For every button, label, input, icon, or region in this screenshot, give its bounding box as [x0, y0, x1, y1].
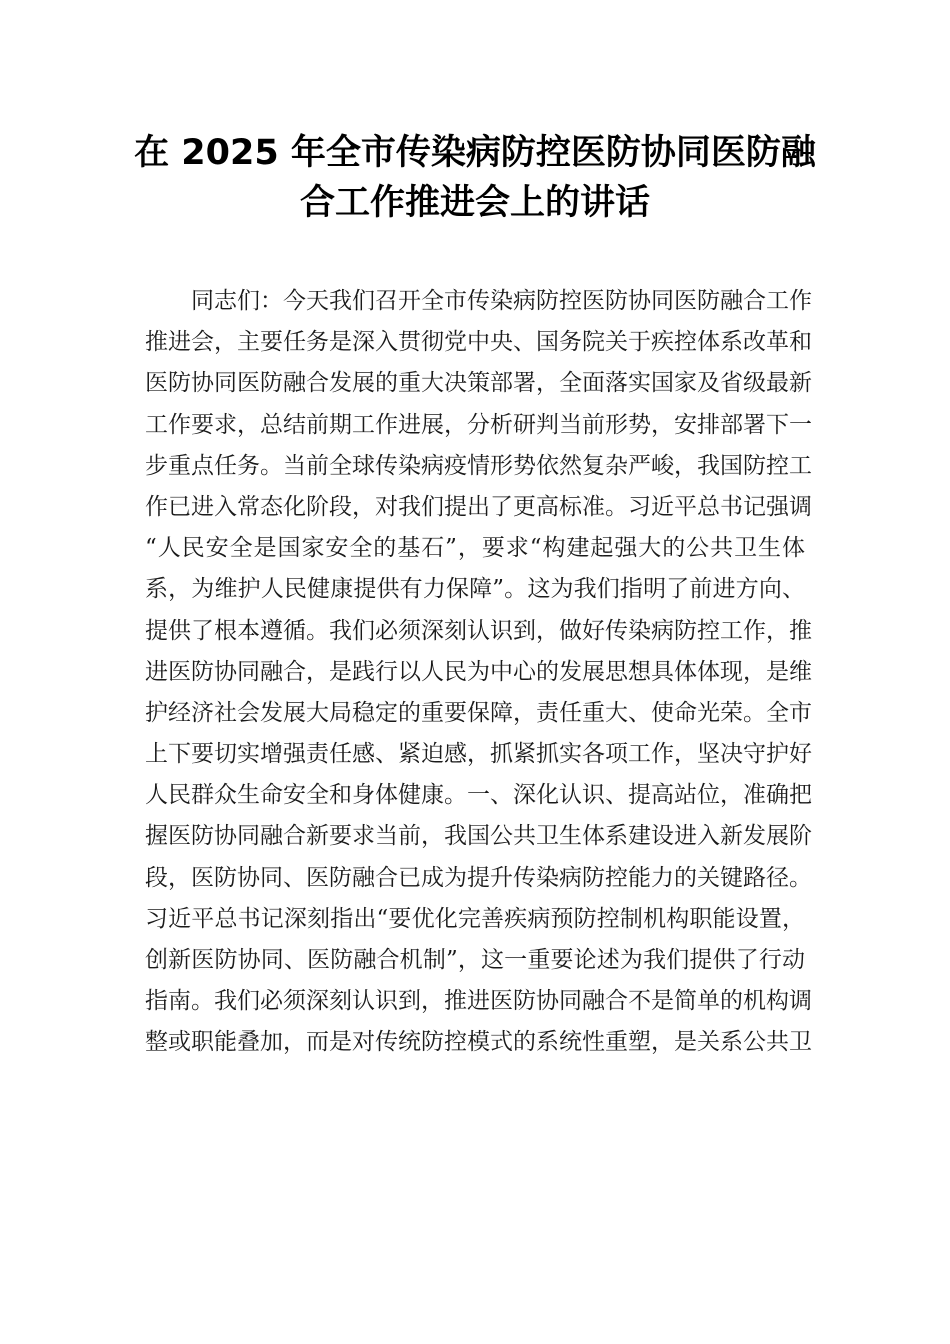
- body-line: 握医防协同融合新要求当前，我国公共卫生体系建设进入新发展阶: [145, 823, 812, 850]
- document-title: [100, 128, 850, 228]
- document-body: [145, 281, 812, 1064]
- body-line: 创新医防协同、医防融合机制”，这一重要论述为我们提供了行动: [145, 947, 805, 973]
- title-line-1: 在 2025 年全市传染病防控医防协同医防融: [134, 133, 816, 173]
- body-line: 步重点任务。当前全球传染病疫情形势依然复杂严峻，我国防控工: [145, 452, 812, 479]
- body-line: 习近平总书记深刻指出“要优化完善疾病预防控制机构职能设置，: [145, 905, 805, 932]
- body-line: 整或职能叠加，而是对传统防控模式的系统性重塑，是关系公共卫: [145, 1029, 812, 1056]
- body-line: 进医防协同融合，是践行以人民为中心的发展思想具体体现，是维: [145, 658, 812, 685]
- body-line: 护经济社会发展大局稳定的重要保障，责任重大、使命光荣。全市: [145, 699, 812, 726]
- body-line: 工作要求，总结前期工作进展，分析研判当前形势，安排部署下一: [145, 411, 812, 438]
- body-line: 作已进入常态化阶段，对我们提出了更高标准。习近平总书记强调: [145, 493, 812, 520]
- body-line: 同志们：今天我们召开全市传染病防控医防协同医防融合工作: [191, 288, 812, 314]
- body-line: 人民群众生命安全和身体健康。一、深化认识、提高站位，准确把: [145, 782, 812, 809]
- body-line: 指南。我们必须深刻认识到，推进医防协同融合不是简单的机构调: [145, 988, 812, 1015]
- title-line-2: 合工作推进会上的讲话: [299, 183, 650, 223]
- body-line: 段，医防协同、医防融合已成为提升传染病防控能力的关键路径。: [145, 864, 812, 891]
- body-line: 医防协同医防融合发展的重大决策部署，全面落实国家及省级最新: [145, 370, 812, 397]
- body-line: 系，为维护人民健康提供有力保障”。这为我们指明了前进方向、: [145, 576, 805, 603]
- body-line: 推进会，主要任务是深入贯彻党中央、国务院关于疾控体系改革和: [145, 329, 812, 356]
- body-line: “人民安全是国家安全的基石”，要求“构建起强大的公共卫生体: [145, 535, 805, 562]
- body-line: 提供了根本遵循。我们必须深刻认识到，做好传染病防控工作，推: [145, 617, 812, 644]
- body-line: 上下要切实增强责任感、紧迫感，抓紧抓实各项工作，坚决守护好: [145, 741, 812, 768]
